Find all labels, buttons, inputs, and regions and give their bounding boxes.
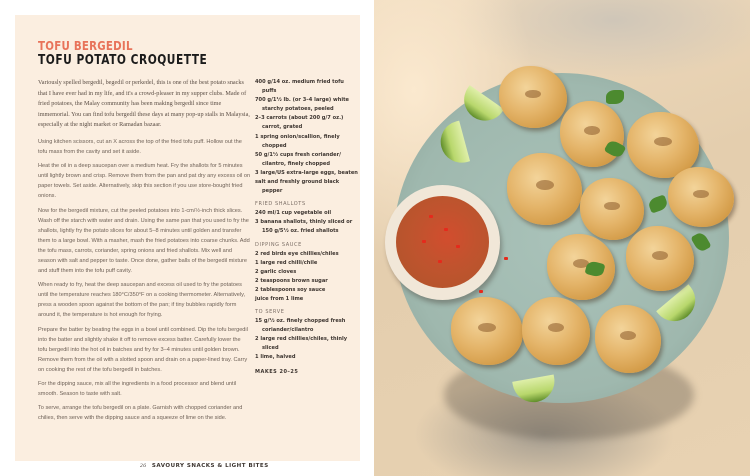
method-column [38,78,251,427]
ingredient-item: 1 large red chilli/chile [255,259,318,266]
ingredient-item: 3 banana shallots, thinly sliced or 150 g/5½ oz. fried shallots [255,219,353,235]
croquette [507,153,582,225]
chili-piece [456,245,460,248]
ingredient-heading-to-serve: TO SERVE [255,309,285,316]
ingredients-column [255,78,360,377]
ingredient-item: 2 garlic cloves [255,268,297,275]
recipe-title-english: TOFU POTATO CROQUETTE [38,53,208,68]
coriander-leaf [606,90,624,104]
croquette [580,178,644,240]
page-footer [140,463,269,469]
recipe-yield: MAKES 20–25 [255,368,299,375]
method-step: Now for the bergedil mixture, cut the peeled potatoes into 1-cm/½-inch thick slices. Wash off the starch with water and drain. Using the same pan that you used to fry the shallots, lightly fry the potato slices for about 5–8 minutes until golden and transfer them to a large bowl. With a masher, mash the fried potatoes into coarse chunks. Add the tofu mass, carrots, coriander, spring onions and fried shallots. Mix well and season with salt and pepper to taste. Once done, gather balls of the bergedil mixture and stuff them into the tofu puff cavity. [38,207,250,275]
ingredient-item: 2 tablespoons soy sauce [255,286,326,293]
croquette [547,234,615,300]
croquette [522,297,590,365]
croquette [499,66,567,128]
food-photo [374,0,750,476]
ingredient-item: 400 g/14 oz. medium fried tofu puffs [255,79,344,95]
chili-piece [479,290,483,293]
ingredient-item: 3 large/US extra-large eggs, beaten [255,169,358,176]
ingredient-item: 50 g/1½ cups fresh coriander/ cilantro, finely chopped [255,151,341,167]
ingredient-item: 240 ml/1 cup vegetable oil [255,210,332,217]
ingredient-item: juice from 1 lime [255,295,304,302]
page-number: 26 [140,463,147,469]
croquette [451,297,523,365]
ingredient-heading-fried-shallots: FRIED SHALLOTS [255,201,306,208]
ingredient-item: salt and freshly ground black pepper [255,179,340,195]
chili-piece [422,240,426,243]
ingredient-item: 2 large red chillies/chiles, thinly sliced [255,336,348,352]
dipping-sauce [396,196,489,288]
ingredient-item: 2 teaspoons brown sugar [255,277,328,284]
ingredient-item: 1 spring onion/scallion, finely chopped [255,133,340,149]
chili-piece [504,257,508,260]
recipe-intro: Variously spelled bergedil, begedil or perkedel, this is one of the best potato snacks that I have ever had in my life, and it's a crowd-pleaser in my supper clubs. Made of fried potatoes, the Malay community has been making bergedil since time immemorial. You can find tofu bergedil these days at many pop-up stalls in Malaysia, especially at the night market or Ramadan bazaar. [38,79,250,129]
method-step: For the dipping sauce, mix all the ingredients in a food processor and blend until smooth. Season to taste with salt. [38,381,237,398]
method-step: To serve, arrange the tofu bergedil on a plate. Garnish with chopped coriander and chilies, then serve with the dipping sauce and a squeeze of lime on the side. [38,405,243,422]
croquette [668,167,734,227]
ingredient-heading-dipping-sauce: DIPPING SAUCE [255,241,302,248]
method-step: Using kitchen scissors, cut an X across the top of the fried tofu puff. Hollow out the tofu mass from the cavity and set it aside. [38,138,242,156]
croquette [595,305,661,373]
method-step: Prepare the batter by beating the eggs in a bowl until combined. Dip the tofu bergedil into the batter and slightly shake it off to remove excess batter. Carefully lower the tofu bergedil into the hot oil in batches and fry for 3–4 minutes until golden brown. Remove them from the oil with a slotted spoon and drain on a paper-lined tray. Carry on cooking the rest of the tofu bergedil in batches. [38,326,248,373]
chili-piece [444,228,448,231]
chili-piece [429,215,433,218]
recipe-page [15,15,360,469]
ingredient-item: 2 red birds eye chillies/chiles [255,250,339,257]
ingredient-item: 1 lime, halved [255,354,296,361]
ingredient-item: 15 g/½ oz. finely chopped fresh coriander/cilantro [255,318,346,334]
ingredient-item: 2–3 carrots (about 200 g/7 oz.) carrot, grated [255,115,344,131]
recipe-title-block [38,39,244,69]
croquette [560,101,624,167]
method-step: Heat the oil in a deep saucepan over a medium heat. Fry the shallots for 5 minutes until lightly brown and crisp. Remove them from the pan and pat dry any excess oil on paper towels. Set aside. Alternatively, skip this section if you use store-bought fried onions. [38,163,251,200]
croquette [626,226,694,291]
ingredient-item: 700 g/1½ lb. (or 3–4 large) white starchy potatoes, peeled [255,97,349,113]
method-step: When ready to fry, heat the deep saucepan and excess oil used to fry the potatoes until the temperature reaches 180°C/350°F on a cooking thermometer. Alternatively, press a wooden spoon against the bottom of the pan; if tiny bubbles rapidly form around it, the temperature is hot enough for frying. [38,282,246,319]
recipe-title-local: TOFU BERGEDIL [38,38,133,53]
chili-piece [438,260,442,263]
section-name: SAVOURY SNACKS & LIGHT BITES [151,463,269,469]
